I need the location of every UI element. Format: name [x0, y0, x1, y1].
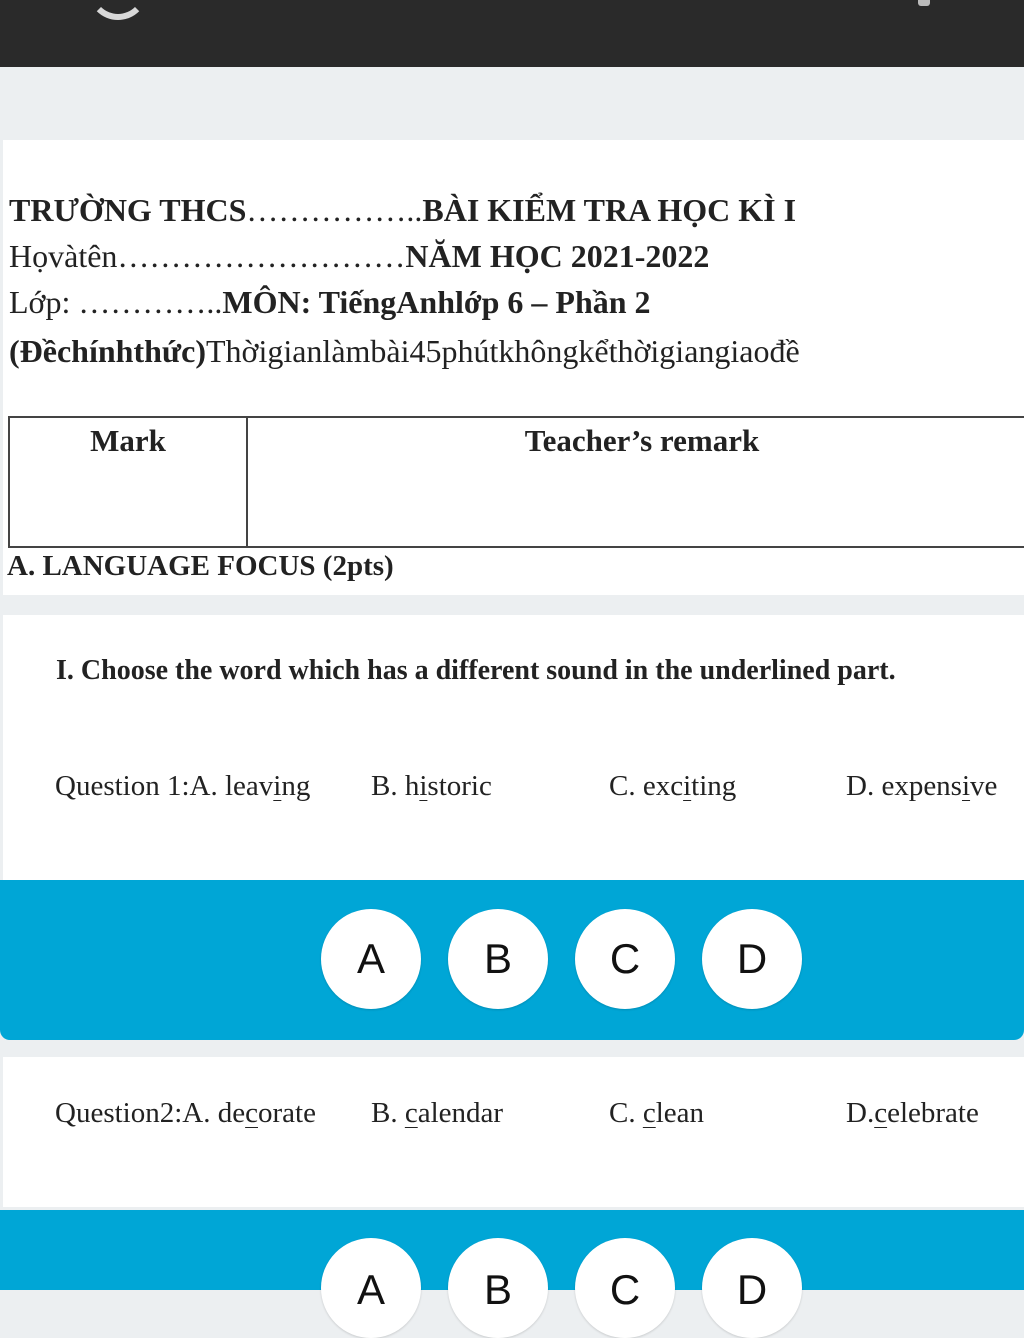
answer-b-button-q2[interactable]: B: [448, 1238, 548, 1338]
answer-a-button-q2[interactable]: A: [321, 1238, 421, 1338]
official-label: (Đềchínhthức): [9, 333, 206, 369]
answer-bar-question-2: [0, 1210, 1024, 1313]
header-line-official: [9, 331, 800, 371]
status-indicator-icon: [918, 0, 930, 6]
mark-cell: Mark: [9, 417, 247, 547]
teacher-remark-cell: Teacher’s remark: [247, 417, 1024, 547]
exam-title: BÀI KIỂM TRA HỌC KÌ I: [422, 192, 797, 228]
question-2-option-d: D.celebrate: [846, 1097, 979, 1129]
question-2-card: [3, 1057, 1024, 1207]
header-line-class: [9, 282, 651, 322]
question-2-option-b: B. calendar: [371, 1097, 504, 1129]
header-line-school: [9, 190, 796, 230]
answer-bar-question-1: [0, 880, 1024, 1040]
top-app-bar: [0, 0, 1024, 67]
question-1-option-d: D. expensive: [846, 770, 998, 802]
name-label: Họvàtên: [9, 238, 118, 274]
question-1-option-a: Question 1:A. leaving: [55, 770, 311, 802]
answer-c-button[interactable]: C: [575, 909, 675, 1009]
question-1-option-b: B. historic: [371, 770, 492, 802]
instruction-text: I. Choose the word which has a different sound in the underlined part.: [56, 655, 896, 686]
exam-header-card: [3, 140, 1024, 595]
school-year: NĂM HỌC 2021-2022: [405, 238, 710, 274]
school-label: TRƯỜNG THCS: [9, 192, 247, 228]
answer-d-button[interactable]: D: [702, 909, 802, 1009]
answer-d-button-q2[interactable]: D: [702, 1238, 802, 1338]
class-label: Lớp:: [9, 284, 71, 320]
mark-table: [8, 416, 1024, 548]
subject-label: MÔN: TiếngAnhlớp 6 – Phần 2: [222, 284, 651, 320]
class-dots: …………..: [78, 284, 223, 320]
name-dots: ………………………: [117, 238, 406, 274]
school-dots: ……………..: [246, 192, 423, 228]
time-note: Thờigianlàmbài45phútkhôngkểthờigiangiaođề: [205, 333, 800, 369]
header-line-name: [9, 236, 709, 276]
question-2-option-c: C. clean: [609, 1097, 705, 1129]
app-logo-icon: [88, 0, 148, 20]
answer-c-button-q2[interactable]: C: [575, 1238, 675, 1338]
question-2-option-a: Question2:A. decorate: [55, 1097, 316, 1129]
answer-b-button[interactable]: B: [448, 909, 548, 1009]
section-title: A. LANGUAGE FOCUS (2pts): [7, 550, 394, 582]
answer-a-button[interactable]: A: [321, 909, 421, 1009]
question-1-card: [3, 615, 1024, 880]
question-1-option-c: C. exciting: [609, 770, 737, 802]
